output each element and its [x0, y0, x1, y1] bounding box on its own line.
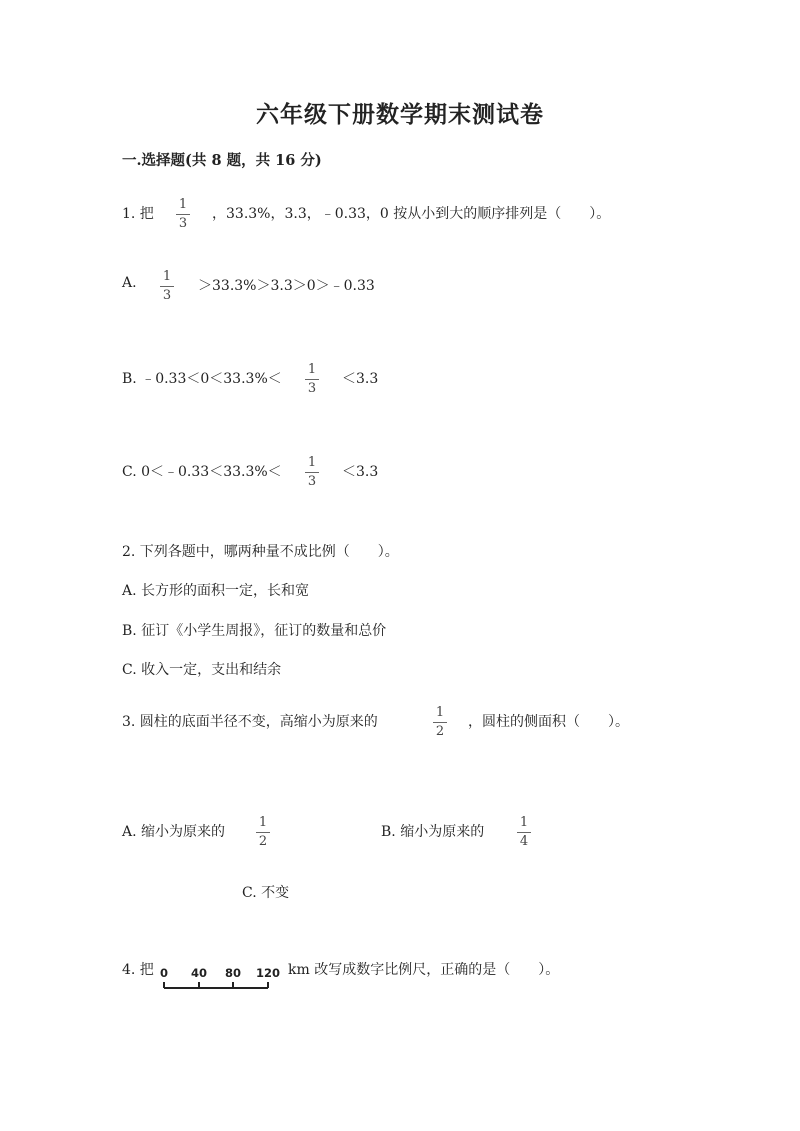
frac-numerator: 1	[307, 455, 317, 470]
frac-numerator: 1	[258, 815, 268, 830]
q1-prefix: 1. 把	[122, 206, 154, 222]
frac-numerator: 1	[162, 269, 172, 284]
q1-option-c-text: C. 0＜﹣0.33＜33.3%＜	[122, 464, 282, 480]
q3-suffix: ，圆柱的侧面积（ ）。	[468, 714, 629, 730]
q3-stem: 3. 圆柱的底面半径不变，高缩小为原来的	[122, 714, 378, 730]
frac-denominator: 3	[307, 474, 317, 489]
line-scale-bar	[158, 966, 281, 996]
frac-numerator: 1	[519, 815, 529, 830]
fraction-bar	[433, 722, 447, 723]
q2-stem: 2. 下列各题中，哪两种量不成比例（ ）。	[122, 544, 399, 560]
fraction-bar	[517, 832, 531, 833]
q1-option-b-tail: ＜3.3	[342, 371, 379, 387]
q1-option-b-text: B. ﹣0.33＜0＜33.3%＜	[122, 371, 282, 387]
q1-option-c-fraction	[304, 455, 320, 490]
q3-option-a-fraction	[255, 815, 271, 850]
scale-label: 40	[190, 966, 208, 980]
scale-label: 0	[159, 966, 169, 980]
q1-option-a-text: ＞33.3%＞3.3＞0＞﹣0.33	[198, 278, 375, 294]
fraction-bar	[160, 286, 174, 287]
q4-prefix: 4. 把	[122, 962, 154, 978]
q1-frac-numerator: 1	[178, 197, 188, 212]
fraction-bar	[176, 214, 190, 215]
scale-tick	[232, 982, 234, 988]
q3-option-b-text: B. 缩小为原来的	[381, 824, 485, 840]
q1-option-b-fraction	[304, 362, 320, 397]
scale-tick	[267, 982, 269, 988]
q1-option-a-label: A.	[122, 275, 137, 291]
frac-denominator: 2	[435, 724, 445, 739]
frac-numerator: 1	[307, 362, 317, 377]
frac-numerator: 1	[435, 705, 445, 720]
fraction-bar	[305, 472, 319, 473]
q1-fraction	[175, 197, 191, 232]
scale-tick	[198, 982, 200, 988]
q3-fraction	[432, 705, 448, 740]
q1-option-c-tail: ＜3.3	[342, 464, 379, 480]
q3-option-c: C. 不变	[242, 885, 290, 901]
q3-option-a-text: A. 缩小为原来的	[122, 824, 226, 840]
scale-label: 80	[224, 966, 242, 980]
fraction-bar	[305, 379, 319, 380]
q1-option-a-fraction	[159, 269, 175, 304]
scale-tick	[163, 982, 165, 988]
frac-denominator: 3	[307, 381, 317, 396]
q1-frac-denominator: 3	[178, 216, 188, 231]
page-title: 六年级下册数学期末测试卷	[256, 101, 544, 128]
q2-option-b: B. 征订《小学生周报》，征订的数量和总价	[122, 623, 387, 639]
q2-option-c: C. 收入一定，支出和结余	[122, 662, 282, 678]
scale-axis	[164, 987, 268, 989]
section-heading: 一.选择题(共 8 题，共 16 分)	[122, 152, 322, 169]
frac-denominator: 2	[258, 834, 268, 849]
frac-denominator: 4	[519, 834, 529, 849]
fraction-bar	[256, 832, 270, 833]
frac-denominator: 3	[162, 288, 172, 303]
q2-option-a: A. 长方形的面积一定，长和宽	[122, 583, 310, 599]
q4-suffix: km 改写成数字比例尺，正确的是（ ）。	[288, 962, 560, 978]
q1-suffix: ，33.3%，3.3，﹣0.33，0 按从小到大的顺序排列是（ ）。	[212, 206, 611, 222]
q3-option-b-fraction	[516, 815, 532, 850]
scale-label: 120	[255, 966, 281, 980]
